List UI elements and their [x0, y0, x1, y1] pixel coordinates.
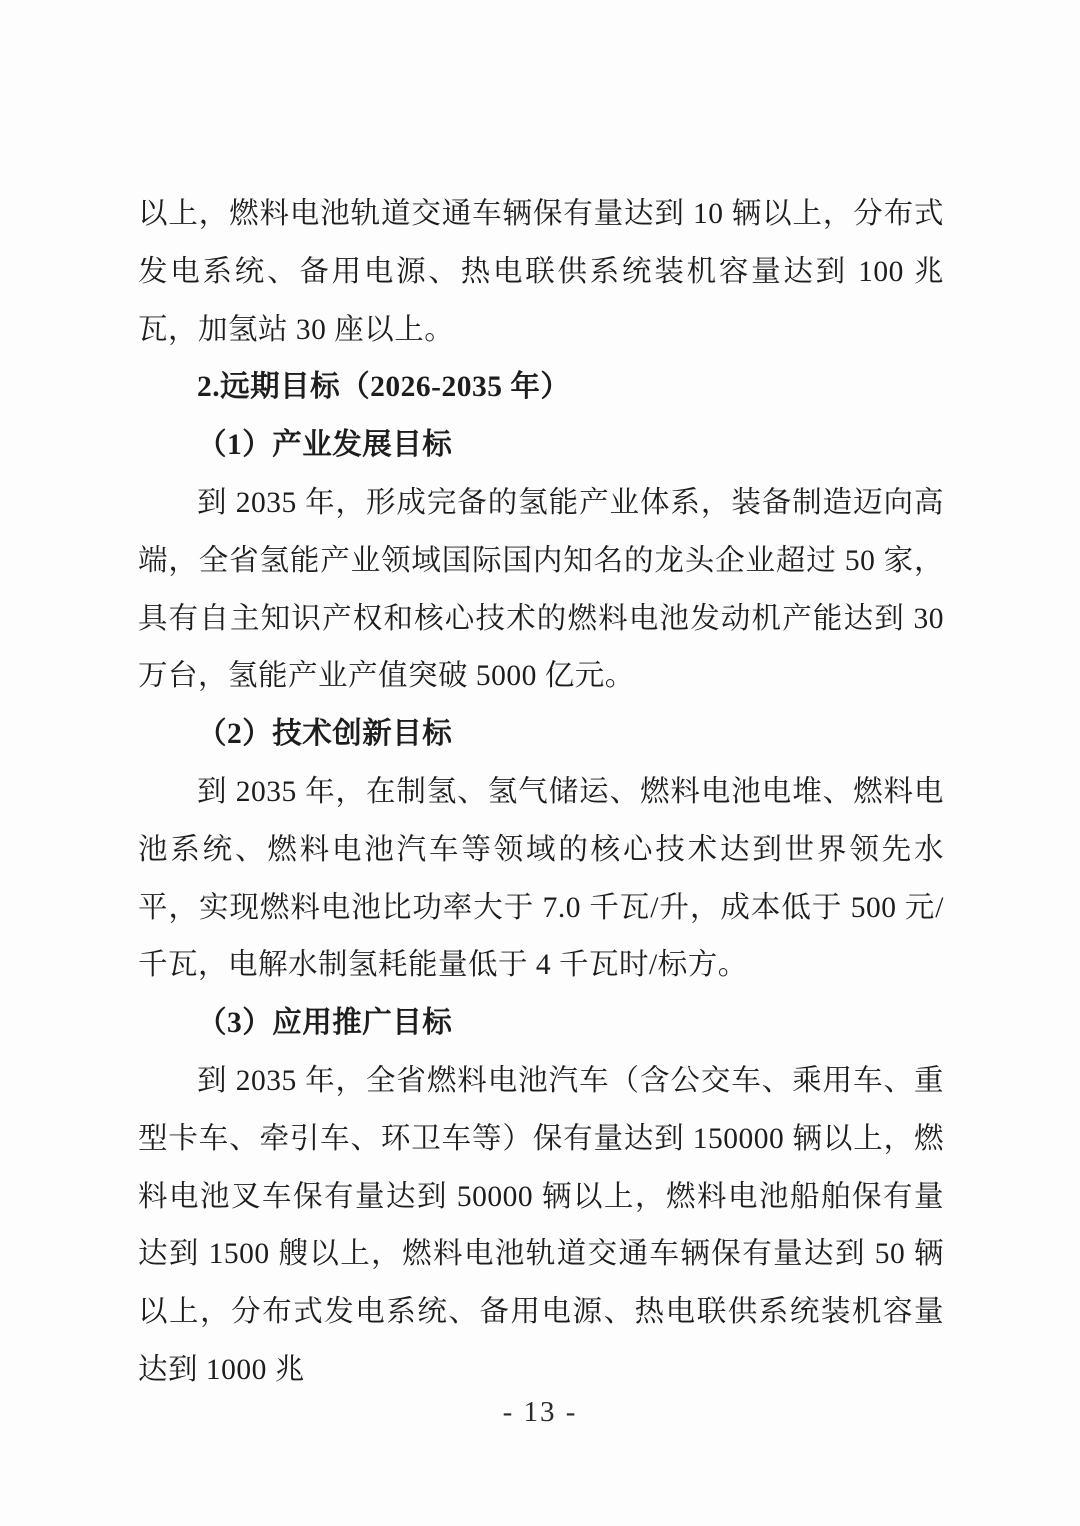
paragraph-technology-innovation-goal: 到 2035 年，在制氢、氢气储运、燃料电池电堆、燃料电池系统、燃料电池汽车等领域的核心技术达到世界领先水平，实现燃料电池比功率大于 7.0 千瓦/升，成本低于 500 元/千瓦，电解水制氢耗能量低于 4 千瓦时/标方。 [138, 775, 944, 982]
paragraph-application-promotion-goal: 到 2035 年，全省燃料电池汽车（含公交车、乘用车、重型卡车、牵引车、环卫车等）保有量达到 150000 辆以上，燃料电池叉车保有量达到 50000 辆以上，燃料电池船舶保有量达到 1500 艘以上，燃料电池轨道交通车辆保有量达到 50 辆以上，分布式发电系统、备用电源、热电联供系统装机容量达到 1000 兆 [138, 1064, 944, 1386]
heading-technology-innovation-goal: （2）技术创新目标 [197, 718, 453, 751]
page-footer [0, 1396, 1080, 1429]
heading-long-term-goals: 2.远期目标（2026-2035 年） [197, 371, 571, 404]
heading-application-promotion-goal: （3）应用推广目标 [197, 1007, 453, 1040]
continuation-paragraph: 以上，燃料电池轨道交通车辆保有量达到 10 辆以上，分布式发电系统、备用电源、热电联供系统装机容量达到 100 兆瓦，加氢站 30 座以上。 [138, 198, 944, 346]
paragraph-industry-development-goal: 到 2035 年，形成完备的氢能产业体系，装备制造迈向高端，全省氢能产业领域国际国内知名的龙头企业超过 50 家，具有自主知识产权和核心技术的燃料电池发动机产能达到 30 万台，氢能产业产值突破 5000 亿元。 [138, 486, 944, 693]
page-number: - 13 - [502, 1396, 578, 1428]
heading-industry-development-goal: （1）产业发展目标 [197, 429, 453, 462]
text-content [138, 186, 944, 1400]
